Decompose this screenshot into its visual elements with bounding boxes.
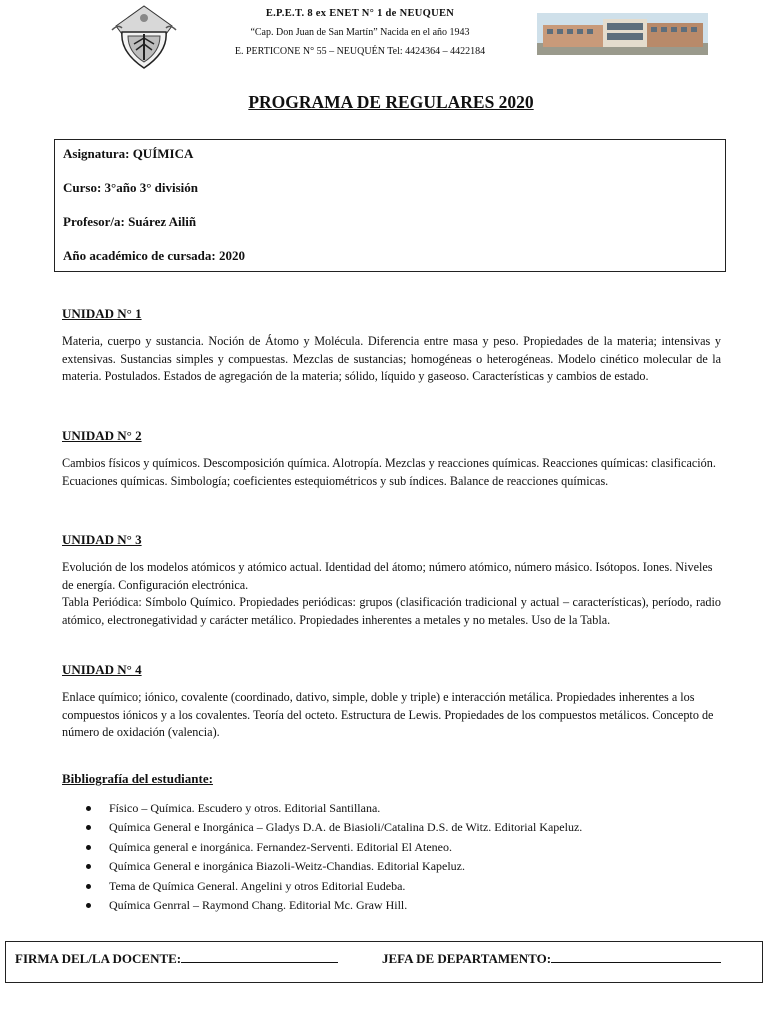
bullet-icon bbox=[86, 845, 91, 850]
unit-title: UNIDAD N° 1 bbox=[62, 306, 142, 321]
unit-title: UNIDAD N° 2 bbox=[62, 428, 142, 443]
bullet-icon bbox=[86, 825, 91, 830]
list-item: Química General e inorgánica Biazoli-Weitz-Chandias. Editorial Kapeluz. bbox=[84, 857, 724, 876]
unit-3 bbox=[62, 532, 721, 629]
academic-year-label: Año académico de cursada: 2020 bbox=[63, 248, 245, 263]
list-item: Química general e inorgánica. Fernandez-Serventi. Editorial El Ateneo. bbox=[84, 838, 724, 857]
unit-4 bbox=[62, 662, 721, 742]
signature-box bbox=[5, 941, 763, 983]
provincial-shield-icon bbox=[108, 4, 180, 70]
bullet-icon bbox=[86, 884, 91, 889]
unit-content: Materia, cuerpo y sustancia. Noción de Átomo y Molécula. Diferencia entre masa y peso. Propiedades de la materia; intensivas y extensivas. Sustancias simples y compuestas. Mezclas de sustancias; homogéneas o heterogéneas. Modelo cinético molecular de la materia. Postulados. Estados de agregación de la materia; sólido, líquido y gaseoso. Características y cambios de estado. bbox=[62, 334, 721, 384]
department-head-signature bbox=[382, 949, 721, 967]
unit-title: UNIDAD N° 3 bbox=[62, 532, 142, 547]
school-address: E. PERTICONE N° 55 – NEUQUÉN Tel: 4424364 – 4422184 bbox=[234, 46, 486, 57]
unit-2 bbox=[62, 428, 721, 490]
bullet-icon bbox=[86, 864, 91, 869]
teacher-label: Profesor/a: Suárez Ailiñ bbox=[63, 214, 197, 229]
subject-label: Asignatura: QUÍMICA bbox=[63, 146, 194, 161]
unit-content: Enlace químico; iónico, covalente (coordinado, dativo, simple, doble y triple) e interacción metálica. Propiedades inherentes a los compuestos iónicos y a los covalentes. Teoría del octeto. Estructura de Lewis. Propiedades de los compuestos metálicos. Concepto de número de oxidación (valencia). bbox=[62, 690, 714, 740]
bibliography-title: Bibliografía del estudiante: bbox=[62, 771, 213, 786]
unit-content: Cambios físicos y químicos. Descomposición química. Alotropía. Mezclas y reacciones químicas. Reacciones químicas: clasificación. Ecuaciones químicas. Simbología; coeficientes estequiométricos y sub índices. Balance de reacciones químicas. bbox=[62, 456, 716, 488]
unit-content-periodic-table: Tabla Periódica: Símbolo Químico. Propiedades periódicas: grupos (clasificación tradicional y actual – características), período, radio atómico, electronegatividad y carácter metálico. Propiedades inherentes a metales y no metales. Uso de la Tabla. bbox=[62, 595, 721, 627]
teacher-signature bbox=[15, 949, 338, 967]
course-info-box bbox=[54, 139, 726, 272]
signature-line bbox=[551, 949, 721, 963]
bullet-icon bbox=[86, 806, 91, 811]
list-item: Físico – Química. Escudero y otros. Editorial Santillana. bbox=[84, 799, 724, 818]
unit-1 bbox=[62, 306, 721, 386]
list-item: Química General e Inorgánica – Gladys D.A. de Biasioli/Catalina D.S. de Witz. Editorial Kapeluz. bbox=[84, 818, 724, 837]
department-head-label: JEFA DE DEPARTAMENTO: bbox=[382, 951, 552, 966]
bullet-icon bbox=[86, 903, 91, 908]
bibliography-list bbox=[84, 799, 724, 915]
unit-content: Evolución de los modelos atómicos y atómico actual. Identidad del átomo; número atómico, número másico. Isótopos. Iones. Niveles de energía. Configuración electrónica. bbox=[62, 560, 713, 592]
signature-line bbox=[181, 949, 338, 963]
teacher-signature-label: FIRMA DEL/LA DOCENTE: bbox=[15, 951, 182, 966]
school-name: E.P.E.T. 8 ex ENET N° 1 de NEUQUEN bbox=[265, 8, 455, 19]
school-building-photo bbox=[537, 13, 708, 55]
school-motto: “Cap. Don Juan de San Martín” Nacida en el año 1943 bbox=[250, 27, 470, 38]
course-label: Curso: 3°año 3° división bbox=[63, 180, 199, 195]
unit-title: UNIDAD N° 4 bbox=[62, 662, 142, 677]
list-item: Tema de Química General. Angelini y otros Editorial Eudeba. bbox=[84, 877, 724, 896]
list-item: Química Genrral – Raymond Chang. Editorial Mc. Graw Hill. bbox=[84, 896, 724, 915]
letterhead bbox=[0, 0, 768, 80]
document-title: PROGRAMA DE REGULARES 2020 bbox=[248, 92, 534, 112]
